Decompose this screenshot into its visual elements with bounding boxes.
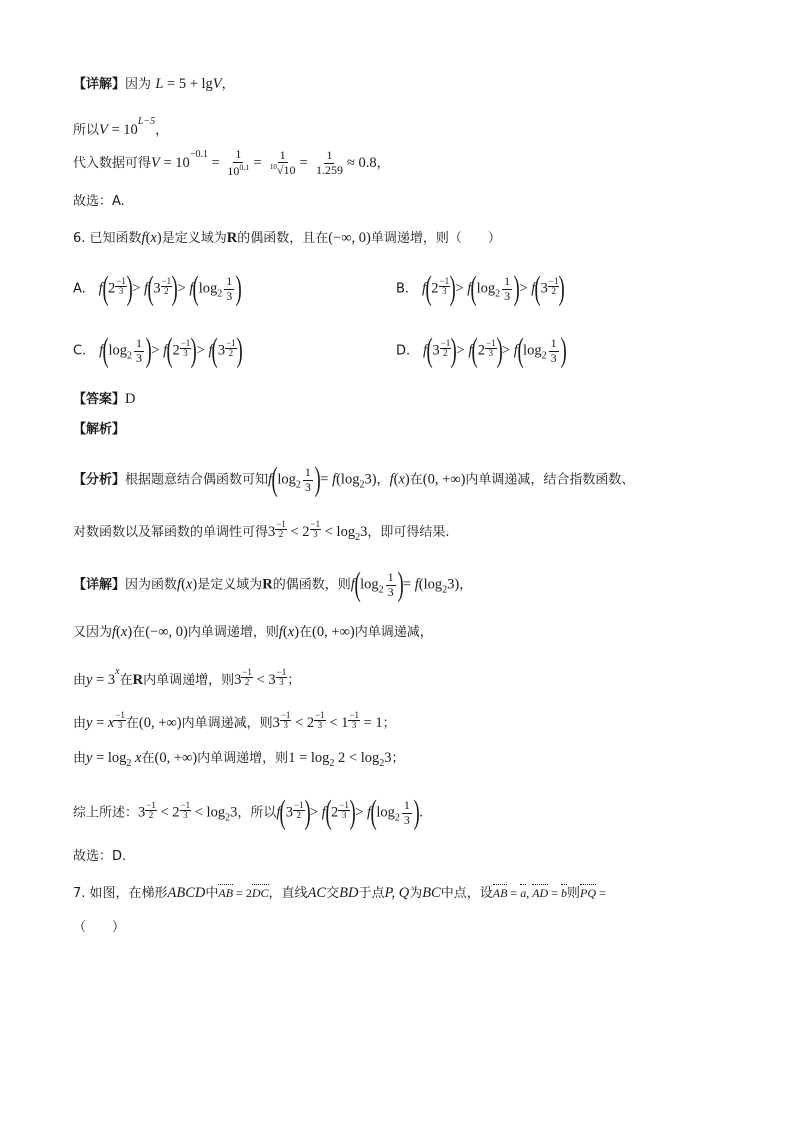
fraction: $\frac{1}{^{10}√10}$ xyxy=(269,147,296,178)
answer-line: 【答案】D xyxy=(73,391,136,407)
choice-line-1: 故选：A. xyxy=(73,194,125,209)
fenxi-line-1: 【分析】根据题意结合偶函数可知$f(\log_2$ $\frac{1}{3}$ )= $f(\log_23)$，f(x)在(0, +∞)内单调递减，结合指数函数、 xyxy=(73,461,635,498)
summary-line: 综上所述：3 $\frac{-1}{2}$ < 2 $\frac{-1}{3}$ < $\log_23$，所以f(3 $\frac{-1}{2}$ )> f(2 $\frac{-1}{3}$ )> $f(\log_2$ $\frac{1}{3}$ ). xyxy=(73,794,423,831)
option-d: D. f(3 $\frac{-1}{2}$ )> f(2 $\frac{-1}{3}$ )> $f(\log_2$ $\frac{1}{3}$ ) xyxy=(396,332,567,369)
detail-label: 【详解】 xyxy=(73,77,126,92)
detail-line-1: 【详解】因为 L = 5 + lgV， xyxy=(73,76,235,92)
again-line: 又因为f(x)在(−∞, 0)内单调递增，则f(x)在(0, +∞)内单调递减， xyxy=(73,624,433,640)
fraction: $\frac{1}{10^{0.1}}$ xyxy=(227,147,250,178)
fenxi-line-2: 对数函数以及幂函数的单调性可得3 $\frac{-1}{2}$ < 2 $\frac{-1}{3}$ < $\log_23$，即可得结果. xyxy=(73,519,450,543)
question-6: 6. 已知函数f(x)是定义域为R的偶函数，且在(−∞, 0)单调递增，则（ ） xyxy=(73,230,501,246)
by-line-1: 由$y = 3^x$在R内单调递增，则3 $\frac{-1}{2}$ < 3 $\frac{-1}{3}$ ； xyxy=(73,666,301,688)
question-7: 7. 如图，在梯形ABCD中AB = 2DC，直线AC交BD于点P, Q为BC中点，设AB = a, AD = b则PQ = xyxy=(73,885,606,901)
detail-line-2: 【详解】因为函数f(x)是定义域为R的偶函数，则$f(\log_2$ $\frac{1}{3}$ )= $f(\log_23)$， xyxy=(73,566,473,603)
so-line: 所以$V = 10^{L-5}$， xyxy=(73,116,169,138)
answer-value: D xyxy=(125,391,136,407)
by-line-3: 由$y = \log_2 x$在(0, +∞)内单调递增，则$1 = \log_2 2 < \log_23$； xyxy=(73,750,405,769)
analysis-label: 【解析】 xyxy=(73,422,126,437)
choice-line-2: 故选：D. xyxy=(73,849,127,864)
substitute-line: 代入数据可得$V = 10^{-0.1}$ = $\frac{1}{10^{0.1}}$ = $\frac{1}{^{10}√10}$ = $\frac{1}{1.259}$ ≈ 0.8， xyxy=(73,147,390,178)
option-c: C. $f(\log_2$ $\frac{1}{3}$ )> f(2 $\frac{-1}{3}$ )> f(3 $\frac{-1}{2}$ ) xyxy=(73,332,243,369)
by-line-2: 由y = x $\frac{-1}{3}$ 在(0, +∞)内单调递减，则3 $\frac{-1}{3}$ < 2 $\frac{-1}{3}$ < 1 $\frac{-1}{3}$ = 1； xyxy=(73,710,396,731)
option-a: A. f(2 $\frac{-1}{3}$ )> f(3 $\frac{-1}{2}$ )> $f(\log_2$ $\frac{1}{3}$ ) xyxy=(73,270,242,307)
option-b: B. f(2 $\frac{-1}{3}$ )> $f(\log_2$ $\frac{1}{3}$ )> f(3 $\frac{-1}{2}$ ) xyxy=(396,270,566,307)
answer-parentheses: （ ） xyxy=(73,920,126,935)
fraction: $\frac{1}{1.259}$ xyxy=(315,148,343,177)
